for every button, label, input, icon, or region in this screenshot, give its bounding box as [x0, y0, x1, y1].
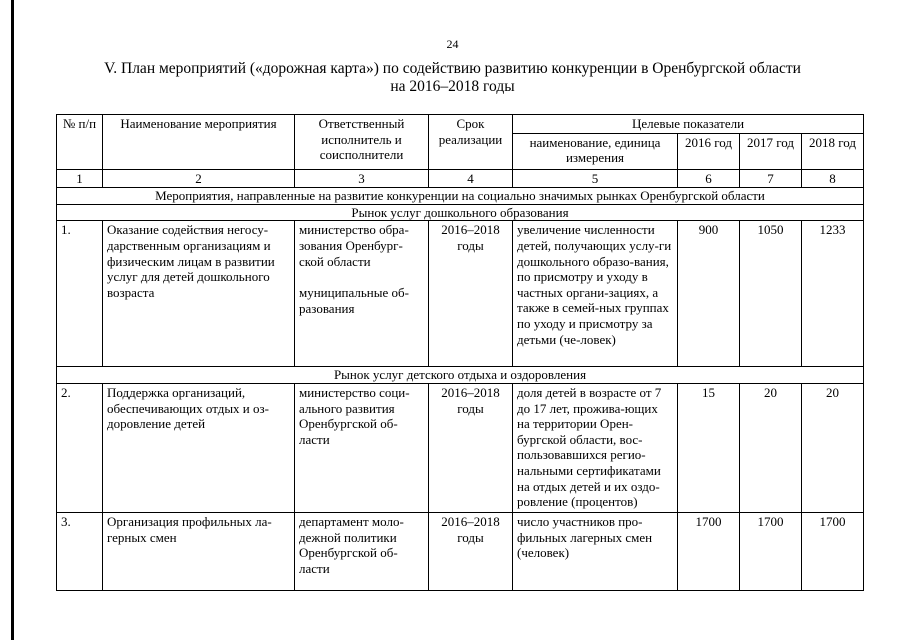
row-term: 2016–2018 годы: [429, 383, 513, 512]
title-line-1: V. План мероприятий («дорожная карта») по содействию развитию конкуренции в Оренбургской области: [104, 60, 801, 77]
col-number: 3: [295, 169, 429, 188]
header-term: Срок реализации: [429, 115, 513, 170]
table-row: [57, 221, 864, 367]
header-2017: 2017 год: [740, 133, 802, 169]
left-margin-line: [11, 0, 14, 640]
row-responsible-main: министерство обра-зования Оренбург-ской области: [299, 222, 409, 269]
row-value-2016: 15: [678, 383, 740, 512]
row-value-2016: 1700: [678, 512, 740, 590]
header-2018: 2018 год: [802, 133, 864, 169]
row-value-2018: 1233: [802, 221, 864, 367]
row-indicator: доля детей в возрасте от 7 до 17 лет, прожива-ющих на территории Орен-бургской области, вос-пользовавшихся регио-нальными сертификатами на отдых детей и их оздо-ровление (процентов): [513, 383, 678, 512]
row-num: 2.: [57, 383, 103, 512]
col-number: 1: [57, 169, 103, 188]
title-line-2: на 2016–2018 годы: [390, 78, 515, 95]
header-targets: Целевые показатели: [513, 115, 864, 134]
page-number: 24: [446, 37, 459, 51]
row-value-2018: 1700: [802, 512, 864, 590]
col-number: 7: [740, 169, 802, 188]
header-name: Наименование мероприятия: [103, 115, 295, 170]
group-heading: Рынок услуг детского отдыха и оздоровления: [57, 367, 864, 384]
header-indicator: наименование, единица измерения: [513, 133, 678, 169]
col-number: 2: [103, 169, 295, 188]
page-title: [0, 60, 905, 96]
table-row: [57, 512, 864, 590]
header-responsible: Ответственный исполнитель и соисполнители: [295, 115, 429, 170]
header-num: № п/п: [57, 115, 103, 170]
col-number: 5: [513, 169, 678, 188]
group-heading: Рынок услуг дошкольного образования: [57, 204, 864, 221]
col-number: 6: [678, 169, 740, 188]
roadmap-table: [56, 114, 864, 591]
row-responsible-co: муниципальные об-разования: [299, 285, 409, 316]
row-value-2016: 900: [678, 221, 740, 367]
row-name: Организация профильных ла-герных смен: [103, 512, 295, 590]
row-indicator: увеличение численности детей, получающих услу-ги дошкольного образо-вания, по присмотру и уходу в частных органи-зациях, а также в семей-ных группах по уходу и присмотру за детьми (че-ловек): [513, 221, 678, 367]
header-2016: 2016 год: [678, 133, 740, 169]
row-term: 2016–2018 годы: [429, 512, 513, 590]
col-number: 8: [802, 169, 864, 188]
row-name: Поддержка организаций, обеспечивающих отдых и оз-доровление детей: [103, 383, 295, 512]
row-responsible: департамент моло-дежной политики Оренбургской об-ласти: [295, 512, 429, 590]
row-value-2018: 20: [802, 383, 864, 512]
row-term: 2016–2018 годы: [429, 221, 513, 367]
row-num: 1.: [57, 221, 103, 367]
col-number: 4: [429, 169, 513, 188]
row-responsible: министерство соци-ального развития Оренбургской об-ласти: [295, 383, 429, 512]
row-value-2017: 20: [740, 383, 802, 512]
row-num: 3.: [57, 512, 103, 590]
section-heading: Мероприятия, направленные на развитие конкуренции на социально значимых рынках Оренбургской области: [57, 188, 864, 205]
row-responsible: [295, 221, 429, 367]
table-row: [57, 383, 864, 512]
row-value-2017: 1050: [740, 221, 802, 367]
row-indicator: число участников про-фильных лагерных смен (человек): [513, 512, 678, 590]
row-name: Оказание содействия негосу-дарственным организациям и физическим лицам в развитии услуг для детей дошкольного возраста: [103, 221, 295, 367]
row-value-2017: 1700: [740, 512, 802, 590]
